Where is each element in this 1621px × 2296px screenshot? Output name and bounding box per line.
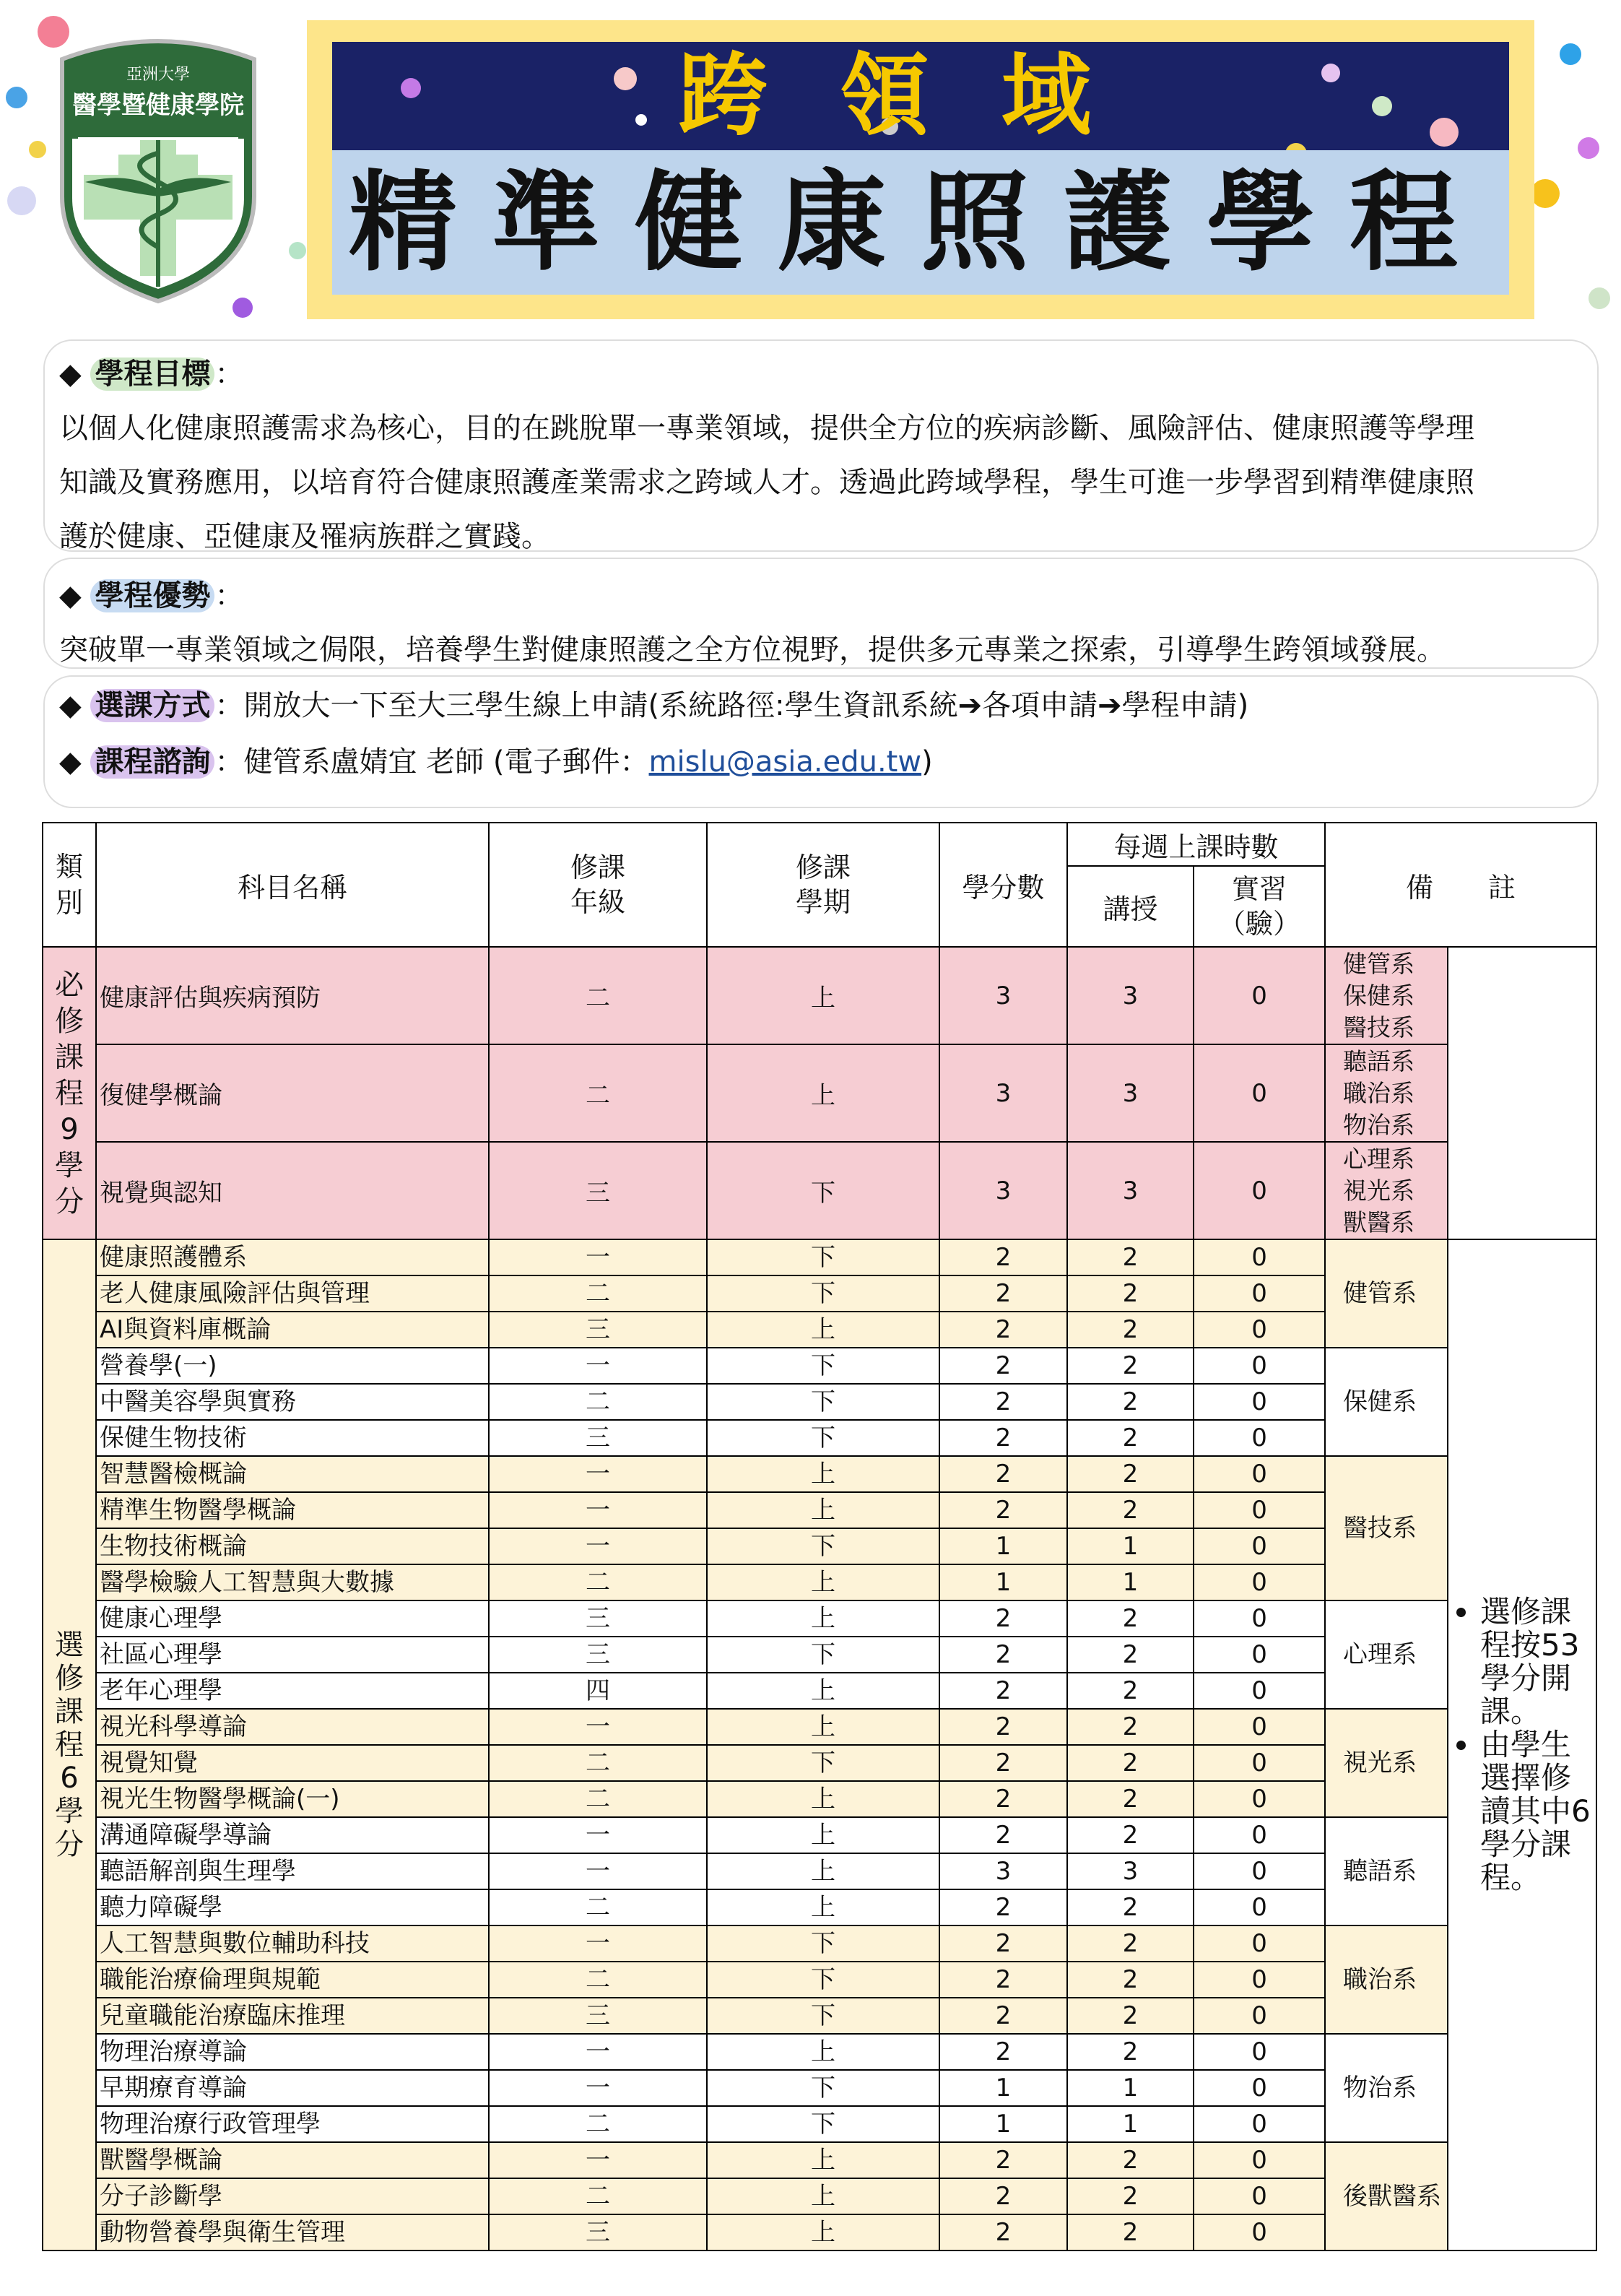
consult-line: ◆ 課程諮詢 ：健管系盧婧宜 老師 (電子郵件：mislu@asia.edu.tw) bbox=[59, 745, 933, 779]
course-practice-hours: 0 bbox=[1194, 1962, 1325, 1998]
course-name: 獸醫學概論 bbox=[96, 2142, 489, 2178]
course-term: 上 bbox=[707, 1853, 939, 1889]
dept-cell: 醫技系 bbox=[1325, 1456, 1448, 1600]
course-name: 視光生物醫學概論(一) bbox=[96, 1781, 489, 1817]
bullet-icon: ◆ bbox=[59, 689, 82, 722]
course-term: 下 bbox=[707, 1384, 939, 1420]
dept-cell: 後獸醫系 bbox=[1325, 2142, 1448, 2250]
bullet-icon: ◆ bbox=[59, 358, 82, 391]
course-credits: 1 bbox=[939, 1528, 1067, 1564]
table-row bbox=[43, 947, 1596, 1044]
course-lecture-hours: 2 bbox=[1067, 1781, 1194, 1817]
enroll-text: ：開放大一下至大三學生線上申請(系統路徑:學生資訊系統➔各項申請➔學程申請) bbox=[214, 689, 1249, 722]
course-credits: 3 bbox=[939, 1853, 1067, 1889]
elective-category-cell: 選 修 課 程 6 學 分 bbox=[43, 1239, 96, 2250]
course-grade: 二 bbox=[489, 1044, 707, 1142]
header-term: 修課學期 bbox=[707, 823, 939, 947]
course-practice-hours: 0 bbox=[1194, 1600, 1325, 1637]
notes-list bbox=[1453, 1595, 1596, 1894]
course-name: 復健學概論 bbox=[96, 1044, 489, 1142]
course-name: 健康評估與疾病預防 bbox=[96, 947, 489, 1044]
required-category-cell: 必 修 課 程 9 學 分 bbox=[43, 947, 96, 1239]
course-lecture-hours: 3 bbox=[1067, 1142, 1194, 1239]
enroll-label: 選課方式 bbox=[90, 689, 214, 722]
course-credits: 1 bbox=[939, 2106, 1067, 2142]
course-term: 上 bbox=[707, 947, 939, 1044]
course-lecture-hours: 2 bbox=[1067, 2034, 1194, 2070]
course-practice-hours: 0 bbox=[1194, 2178, 1325, 2214]
header-category: 類 別 bbox=[43, 823, 96, 947]
bullet-icon: ◆ bbox=[59, 745, 82, 779]
logo-line2: 醫學暨健康學院 bbox=[72, 91, 244, 120]
course-grade: 二 bbox=[489, 1564, 707, 1600]
course-grade: 四 bbox=[489, 1673, 707, 1709]
course-term: 上 bbox=[707, 1817, 939, 1853]
course-practice-hours: 0 bbox=[1194, 1673, 1325, 1709]
course-lecture-hours: 2 bbox=[1067, 1998, 1194, 2034]
course-grade: 一 bbox=[489, 1239, 707, 1275]
course-term: 下 bbox=[707, 1637, 939, 1673]
header-practice: 實習（驗） bbox=[1194, 866, 1325, 947]
dept-cell: 健管系 bbox=[1325, 1239, 1448, 1348]
decor-dot bbox=[1578, 137, 1599, 159]
decor-dot bbox=[29, 141, 46, 158]
goal-label: 學程目標 bbox=[90, 358, 214, 391]
course-term: 上 bbox=[707, 1673, 939, 1709]
course-name: 健康照護體系 bbox=[96, 1239, 489, 1275]
course-lecture-hours: 2 bbox=[1067, 1745, 1194, 1781]
course-lecture-hours: 3 bbox=[1067, 947, 1194, 1044]
course-grade: 二 bbox=[489, 1889, 707, 1925]
course-name: 人工智慧與數位輔助科技 bbox=[96, 1925, 489, 1962]
course-term: 上 bbox=[707, 2214, 939, 2250]
note-item: • 由學生選擇修讀其中6學分課程。 bbox=[1480, 1728, 1596, 1894]
required-remarks-blank bbox=[1448, 947, 1596, 1239]
course-term: 下 bbox=[707, 1275, 939, 1312]
goal-text-1: 以個人化健康照護需求為核心，目的在跳脫單一專業領域，提供全方位的疾病診斷、風險評估、健康照護等學理 bbox=[59, 412, 1474, 445]
course-practice-hours: 0 bbox=[1194, 2106, 1325, 2142]
advantage-heading: ◆ 學程優勢 ： bbox=[59, 579, 244, 612]
course-credits: 2 bbox=[939, 1709, 1067, 1745]
course-practice-hours: 0 bbox=[1194, 947, 1325, 1044]
course-name: 視覺與認知 bbox=[96, 1142, 489, 1239]
course-lecture-hours: 2 bbox=[1067, 2214, 1194, 2250]
course-term: 上 bbox=[707, 1709, 939, 1745]
course-lecture-hours: 2 bbox=[1067, 1817, 1194, 1853]
header-credits: 學分數 bbox=[939, 823, 1067, 947]
course-name: 物理治療行政管理學 bbox=[96, 2106, 489, 2142]
course-grade: 三 bbox=[489, 1142, 707, 1239]
email-link[interactable]: mislu@asia.edu.tw bbox=[648, 745, 922, 779]
course-term: 上 bbox=[707, 1889, 939, 1925]
banner-top-panel bbox=[332, 42, 1509, 150]
course-credits: 2 bbox=[939, 1817, 1067, 1853]
course-name: 醫學檢驗人工智慧與大數據 bbox=[96, 1564, 489, 1600]
course-credits: 2 bbox=[939, 1998, 1067, 2034]
course-name: 中醫美容學與實務 bbox=[96, 1384, 489, 1420]
dept-cell: 物治系 bbox=[1325, 2034, 1448, 2142]
course-credits: 2 bbox=[939, 2034, 1067, 2070]
decor-dot bbox=[1531, 179, 1560, 208]
course-credits: 3 bbox=[939, 1142, 1067, 1239]
course-grade: 二 bbox=[489, 1781, 707, 1817]
course-term: 下 bbox=[707, 1239, 939, 1275]
course-credits: 1 bbox=[939, 2070, 1067, 2106]
table-row bbox=[43, 1925, 1596, 1962]
course-practice-hours: 0 bbox=[1194, 2214, 1325, 2250]
course-name: 智慧醫檢概論 bbox=[96, 1456, 489, 1492]
course-practice-hours: 0 bbox=[1194, 2142, 1325, 2178]
course-lecture-hours: 1 bbox=[1067, 2070, 1194, 2106]
course-name: 物理治療導論 bbox=[96, 2034, 489, 2070]
course-credits: 2 bbox=[939, 1312, 1067, 1348]
course-grade: 一 bbox=[489, 1853, 707, 1889]
table-row bbox=[43, 1044, 1596, 1142]
course-credits: 3 bbox=[939, 1044, 1067, 1142]
table-row bbox=[43, 1239, 1596, 1275]
course-grade: 二 bbox=[489, 1275, 707, 1312]
course-credits: 2 bbox=[939, 2142, 1067, 2178]
course-practice-hours: 0 bbox=[1194, 1637, 1325, 1673]
dept-cell: 聽語系 bbox=[1325, 1817, 1448, 1925]
course-lecture-hours: 3 bbox=[1067, 1853, 1194, 1889]
bullet-icon: ◆ bbox=[59, 579, 82, 612]
course-lecture-hours: 2 bbox=[1067, 1348, 1194, 1384]
course-term: 上 bbox=[707, 2034, 939, 2070]
course-grade: 一 bbox=[489, 1456, 707, 1492]
course-term: 上 bbox=[707, 1781, 939, 1817]
course-credits: 2 bbox=[939, 1925, 1067, 1962]
header-grade: 修課年級 bbox=[489, 823, 707, 947]
course-practice-hours: 0 bbox=[1194, 1044, 1325, 1142]
course-lecture-hours: 2 bbox=[1067, 1239, 1194, 1275]
course-name: 老人健康風險評估與管理 bbox=[96, 1275, 489, 1312]
course-practice-hours: 0 bbox=[1194, 1456, 1325, 1492]
required-depts: 聽語系 職治系 物治系 bbox=[1325, 1044, 1448, 1142]
course-grade: 一 bbox=[489, 1492, 707, 1528]
course-lecture-hours: 2 bbox=[1067, 1637, 1194, 1673]
consult-text: ：健管系盧婧宜 老師 (電子郵件： bbox=[214, 745, 649, 779]
elective-notes bbox=[1448, 1239, 1596, 2250]
course-name: 聽語解剖與生理學 bbox=[96, 1853, 489, 1889]
advantage-label: 學程優勢 bbox=[90, 579, 214, 612]
table-row bbox=[43, 1456, 1596, 1492]
logo-line1: 亞洲大學 bbox=[126, 66, 190, 84]
table-row bbox=[43, 1709, 1596, 1745]
decor-dot bbox=[1589, 287, 1610, 309]
course-lecture-hours: 2 bbox=[1067, 1275, 1194, 1312]
table-row bbox=[43, 2142, 1596, 2178]
course-name: 視光科學導論 bbox=[96, 1709, 489, 1745]
course-term: 下 bbox=[707, 2070, 939, 2106]
required-depts: 心理系 視光系 獸醫系 bbox=[1325, 1142, 1448, 1239]
course-name: 動物營養學與衛生管理 bbox=[96, 2214, 489, 2250]
advantage-text: 突破單一專業領域之侷限，培養學生對健康照護之全方位視野，提供多元專業之探索，引導學生跨領域發展。 bbox=[59, 633, 1446, 667]
course-grade: 一 bbox=[489, 1925, 707, 1962]
required-depts: 健管系 保健系 醫技系 bbox=[1325, 947, 1448, 1044]
course-practice-hours: 0 bbox=[1194, 1889, 1325, 1925]
course-term: 上 bbox=[707, 1312, 939, 1348]
course-term: 下 bbox=[707, 1925, 939, 1962]
decor-dot bbox=[6, 87, 27, 108]
course-credits: 2 bbox=[939, 1889, 1067, 1925]
title-banner bbox=[307, 20, 1534, 319]
course-name: 早期療育導論 bbox=[96, 2070, 489, 2106]
course-grade: 一 bbox=[489, 2070, 707, 2106]
course-lecture-hours: 2 bbox=[1067, 1384, 1194, 1420]
course-name: 兒童職能治療臨床推理 bbox=[96, 1998, 489, 2034]
course-name: 保健生物技術 bbox=[96, 1420, 489, 1456]
course-practice-hours: 0 bbox=[1194, 1420, 1325, 1456]
course-practice-hours: 0 bbox=[1194, 1312, 1325, 1348]
course-practice-hours: 0 bbox=[1194, 1853, 1325, 1889]
course-term: 下 bbox=[707, 2106, 939, 2142]
course-term: 上 bbox=[707, 1492, 939, 1528]
course-grade: 三 bbox=[489, 1600, 707, 1637]
course-grade: 二 bbox=[489, 1745, 707, 1781]
course-lecture-hours: 2 bbox=[1067, 1456, 1194, 1492]
course-lecture-hours: 2 bbox=[1067, 2178, 1194, 2214]
course-credits: 2 bbox=[939, 1637, 1067, 1673]
course-name: 聽力障礙學 bbox=[96, 1889, 489, 1925]
course-practice-hours: 0 bbox=[1194, 1142, 1325, 1239]
course-practice-hours: 0 bbox=[1194, 1564, 1325, 1600]
course-credits: 1 bbox=[939, 1564, 1067, 1600]
decor-dot bbox=[1560, 43, 1581, 65]
course-lecture-hours: 2 bbox=[1067, 1673, 1194, 1709]
course-practice-hours: 0 bbox=[1194, 1239, 1325, 1275]
course-grade: 三 bbox=[489, 1998, 707, 2034]
course-name: AI與資料庫概論 bbox=[96, 1312, 489, 1348]
course-practice-hours: 0 bbox=[1194, 1275, 1325, 1312]
course-lecture-hours: 2 bbox=[1067, 1925, 1194, 1962]
dept-cell: 視光系 bbox=[1325, 1709, 1448, 1817]
course-term: 下 bbox=[707, 1962, 939, 1998]
course-credits: 2 bbox=[939, 2178, 1067, 2214]
course-grade: 二 bbox=[489, 947, 707, 1044]
consult-label: 課程諮詢 bbox=[90, 745, 214, 779]
dept-cell: 保健系 bbox=[1325, 1348, 1448, 1456]
course-grade: 二 bbox=[489, 1384, 707, 1420]
course-credits: 2 bbox=[939, 1745, 1067, 1781]
goal-text-3: 護於健康、亞健康及罹病族群之實踐。 bbox=[59, 520, 550, 553]
course-name: 精準生物醫學概論 bbox=[96, 1492, 489, 1528]
goal-text-2: 知識及實務應用，以培育符合健康照護產業需求之跨域人才。透過此跨域學程，學生可進一步學習到精準健康照 bbox=[59, 466, 1474, 499]
course-practice-hours: 0 bbox=[1194, 1492, 1325, 1528]
course-practice-hours: 0 bbox=[1194, 1817, 1325, 1853]
course-lecture-hours: 2 bbox=[1067, 1312, 1194, 1348]
course-credits: 2 bbox=[939, 1384, 1067, 1420]
course-term: 上 bbox=[707, 1564, 939, 1600]
banner-subtitle: 跨領域 bbox=[677, 43, 1163, 148]
course-credits: 2 bbox=[939, 1348, 1067, 1384]
banner-bottom-panel bbox=[332, 150, 1509, 295]
course-grade: 一 bbox=[489, 1528, 707, 1564]
course-grade: 二 bbox=[489, 1962, 707, 1998]
course-credits: 2 bbox=[939, 1239, 1067, 1275]
course-grade: 一 bbox=[489, 1348, 707, 1384]
course-lecture-hours: 2 bbox=[1067, 1420, 1194, 1456]
course-credits: 2 bbox=[939, 1492, 1067, 1528]
course-credits: 2 bbox=[939, 2214, 1067, 2250]
college-logo bbox=[56, 30, 260, 305]
dept-cell: 心理系 bbox=[1325, 1600, 1448, 1709]
course-name: 生物技術概論 bbox=[96, 1528, 489, 1564]
table-row bbox=[43, 1817, 1596, 1853]
course-name: 溝通障礙學導論 bbox=[96, 1817, 489, 1853]
table-row bbox=[43, 1142, 1596, 1239]
course-term: 下 bbox=[707, 1528, 939, 1564]
course-name: 職能治療倫理與規範 bbox=[96, 1962, 489, 1998]
course-grade: 三 bbox=[489, 2214, 707, 2250]
course-term: 上 bbox=[707, 1456, 939, 1492]
table-row bbox=[43, 1600, 1596, 1637]
course-term: 下 bbox=[707, 1142, 939, 1239]
header-lecture: 講授 bbox=[1067, 866, 1194, 947]
course-term: 上 bbox=[707, 2142, 939, 2178]
course-grade: 二 bbox=[489, 2178, 707, 2214]
table-row bbox=[43, 2034, 1596, 2070]
header-weekly: 每週上課時數 bbox=[1067, 823, 1325, 866]
course-lecture-hours: 1 bbox=[1067, 1564, 1194, 1600]
table-row bbox=[43, 1348, 1596, 1384]
header-name: 科目名稱 bbox=[96, 823, 489, 947]
course-practice-hours: 0 bbox=[1194, 1348, 1325, 1384]
course-term: 下 bbox=[707, 1348, 939, 1384]
dept-cell: 職治系 bbox=[1325, 1925, 1448, 2034]
course-grade: 三 bbox=[489, 1312, 707, 1348]
course-lecture-hours: 2 bbox=[1067, 1600, 1194, 1637]
course-grade: 一 bbox=[489, 2142, 707, 2178]
course-lecture-hours: 2 bbox=[1067, 1889, 1194, 1925]
course-credits: 2 bbox=[939, 1781, 1067, 1817]
course-table bbox=[42, 822, 1597, 2251]
course-credits: 2 bbox=[939, 1456, 1067, 1492]
course-practice-hours: 0 bbox=[1194, 1998, 1325, 2034]
course-lecture-hours: 2 bbox=[1067, 1492, 1194, 1528]
course-lecture-hours: 1 bbox=[1067, 2106, 1194, 2142]
course-name: 社區心理學 bbox=[96, 1637, 489, 1673]
decor-dot bbox=[7, 186, 36, 215]
course-credits: 2 bbox=[939, 1962, 1067, 1998]
course-lecture-hours: 3 bbox=[1067, 1044, 1194, 1142]
course-practice-hours: 0 bbox=[1194, 1384, 1325, 1420]
header-remarks: 備 註 bbox=[1325, 823, 1596, 947]
course-practice-hours: 0 bbox=[1194, 1528, 1325, 1564]
course-grade: 三 bbox=[489, 1637, 707, 1673]
course-lecture-hours: 2 bbox=[1067, 1709, 1194, 1745]
course-grade: 三 bbox=[489, 1420, 707, 1456]
enroll-line bbox=[59, 688, 1248, 724]
course-practice-hours: 0 bbox=[1194, 1709, 1325, 1745]
course-name: 營養學(一) bbox=[96, 1348, 489, 1384]
course-lecture-hours: 2 bbox=[1067, 2142, 1194, 2178]
course-practice-hours: 0 bbox=[1194, 2070, 1325, 2106]
goal-heading: ◆ 學程目標 ： bbox=[59, 358, 244, 391]
program-title: 精準健康照護學程 bbox=[348, 159, 1492, 286]
course-lecture-hours: 2 bbox=[1067, 1962, 1194, 1998]
course-name: 視覺知覺 bbox=[96, 1745, 489, 1781]
course-practice-hours: 0 bbox=[1194, 1925, 1325, 1962]
course-grade: 一 bbox=[489, 2034, 707, 2070]
course-practice-hours: 0 bbox=[1194, 1745, 1325, 1781]
course-grade: 一 bbox=[489, 1817, 707, 1853]
course-credits: 2 bbox=[939, 1275, 1067, 1312]
note-item: • 選修課程按53學分開課。 bbox=[1480, 1595, 1596, 1728]
course-credits: 3 bbox=[939, 947, 1067, 1044]
course-term: 上 bbox=[707, 1600, 939, 1637]
course-practice-hours: 0 bbox=[1194, 1781, 1325, 1817]
course-name: 健康心理學 bbox=[96, 1600, 489, 1637]
course-name: 分子診斷學 bbox=[96, 2178, 489, 2214]
course-practice-hours: 0 bbox=[1194, 2034, 1325, 2070]
course-term: 上 bbox=[707, 2178, 939, 2214]
course-credits: 2 bbox=[939, 1420, 1067, 1456]
course-table-body bbox=[43, 947, 1596, 2250]
course-credits: 2 bbox=[939, 1673, 1067, 1709]
decor-dot bbox=[289, 242, 306, 259]
course-term: 下 bbox=[707, 1998, 939, 2034]
course-term: 下 bbox=[707, 1745, 939, 1781]
course-name: 老年心理學 bbox=[96, 1673, 489, 1709]
course-grade: 二 bbox=[489, 2106, 707, 2142]
course-credits: 2 bbox=[939, 1600, 1067, 1637]
course-lecture-hours: 1 bbox=[1067, 1528, 1194, 1564]
course-term: 下 bbox=[707, 1420, 939, 1456]
course-term: 上 bbox=[707, 1044, 939, 1142]
course-grade: 一 bbox=[489, 1709, 707, 1745]
